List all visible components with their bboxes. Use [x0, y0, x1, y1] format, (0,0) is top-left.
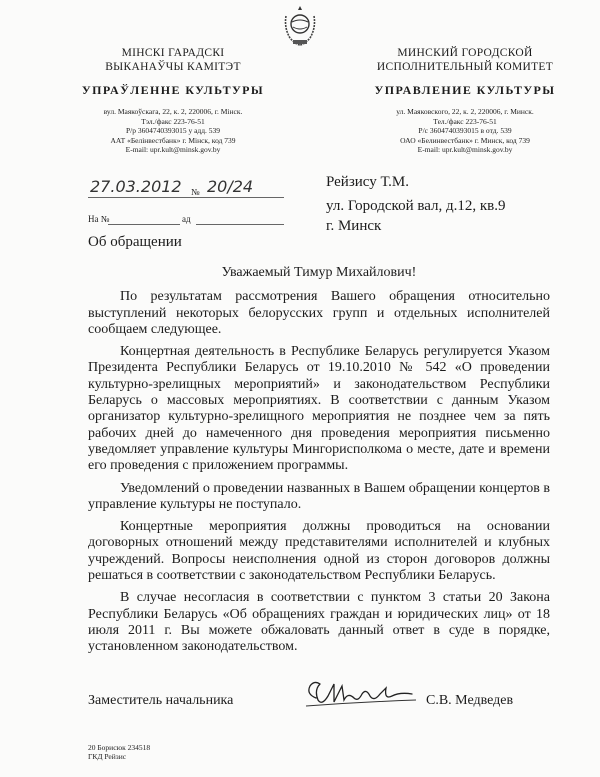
department-name: УПРАВЛЕНИЕ КУЛЬТУРЫ	[374, 83, 556, 97]
reference-number-label: На №	[88, 214, 110, 224]
recipient-name: Рейзису Т.М.	[326, 174, 409, 190]
reference-number-line	[108, 223, 180, 225]
paragraph: Концертная деятельность в Республике Беларусь регулируется Указом Президента Республики Беларусь от 19.10.2010 № 542 «О проведении культурно-зрелищных мероприятий» и законодательством Республики Беларусь о массовых мероприятиях. В соответствии с данным Указом организатор культурно-зрелищного мероприятия не позднее чем за пять рабочих дней до намеченного дня проведения мероприятия письменно уведомляет управление культуры Мингорисполкома о месте, дате и времени его проведения с приложением программы.	[88, 344, 550, 474]
org-name-line-1: МІНСКІ ГАРАДСКІ	[121, 47, 225, 59]
paragraph: В случае несогласия в соответствии с пунктом 3 статьи 20 Закона Республики Беларусь «Об обращениях граждан и юридических лиц» от 18 июля 2011 г. Вы можете обжаловать данный ответ в суде в порядке, установленном законодательством.	[88, 590, 550, 655]
signatory-position: Заместитель начальника	[88, 693, 234, 708]
contact-line: Р/р 3604740393015 у адд. 539	[125, 126, 221, 135]
contact-line: Тел./факс 223-76-51	[433, 116, 497, 126]
contact-line: ААТ «Белінвестбанк» г. Мінск, код 739	[110, 135, 236, 145]
department-name: УПРАЎЛЕННЕ КУЛЬТУРЫ	[81, 83, 265, 97]
date-underline	[88, 196, 284, 198]
org-name-line-1: МИНСКИЙ ГОРОДСКОЙ	[397, 47, 533, 59]
contact-line: ОАО «Белинвестбанк» г. Минск, код 739	[400, 135, 530, 145]
paragraph: По результатам рассмотрения Вашего обращения относительно выступлений некоторых белорусских групп и отдельных исполнителей сообщаем следующее.	[88, 289, 550, 337]
executor-line: 20 Борисюк 234518	[88, 743, 151, 752]
number-label: №	[191, 187, 200, 197]
paragraph: Уведомлений о проведении названных в Вашем обращении концертов в управление культуры не поступало.	[88, 480, 550, 512]
contact-line: E-mail: upr.kult@minsk.gov.by	[417, 145, 513, 154]
letter-body	[88, 265, 550, 662]
registration-number: 20/24	[207, 177, 254, 196]
registry-line: ГКД Рейзис	[88, 752, 127, 761]
recipient-street: ул. Городской вал, д.12, кв.9	[326, 198, 506, 214]
reference-date-label: ад	[182, 214, 191, 224]
reference-date-line	[196, 223, 284, 225]
org-name-line-2: ИСПОЛНИТЕЛЬНЫЙ КОМИТЕТ	[376, 61, 554, 73]
letterhead-right	[340, 46, 590, 155]
recipient-address	[326, 172, 506, 236]
signatory-name: С.В. Медведев	[426, 693, 514, 708]
contact-line: ул. Маяковского, 22, к. 2, 220006, г. Минск.	[396, 107, 534, 116]
greeting: Уважаемый Тимур Михайлович!	[221, 265, 417, 280]
contact-line: вул. Маякоўскага, 22, к. 2, 220006, г. Мінск.	[103, 107, 243, 116]
letterhead-left	[48, 46, 298, 155]
handwritten-signature	[300, 676, 420, 712]
contact-line: E-mail: upr.kult@minsk.gov.by	[125, 145, 221, 154]
recipient-city: г. Минск	[326, 218, 382, 234]
coat-of-arms-emblem	[281, 4, 319, 48]
org-name-line-2: ВЫКАНАЎЧЫ КАМІТЭТ	[105, 61, 241, 73]
letter-subject: Об обращении	[88, 234, 182, 250]
contact-line: Тэл./факс 223-76-51	[141, 116, 205, 126]
paragraph: Концертные мероприятия должны проводиться на основании договорных отношений между представителями исполнителей и клубных учреждений. Вопросы неисполнения одной из сторон договоров должны решаться в соответствии с законодательством Республики Беларусь.	[88, 519, 550, 584]
footer-note	[88, 743, 150, 761]
contact-line: Р/с 3604740393015 в отд. 539	[418, 126, 512, 135]
registration-date: 27.03.2012	[90, 177, 182, 196]
